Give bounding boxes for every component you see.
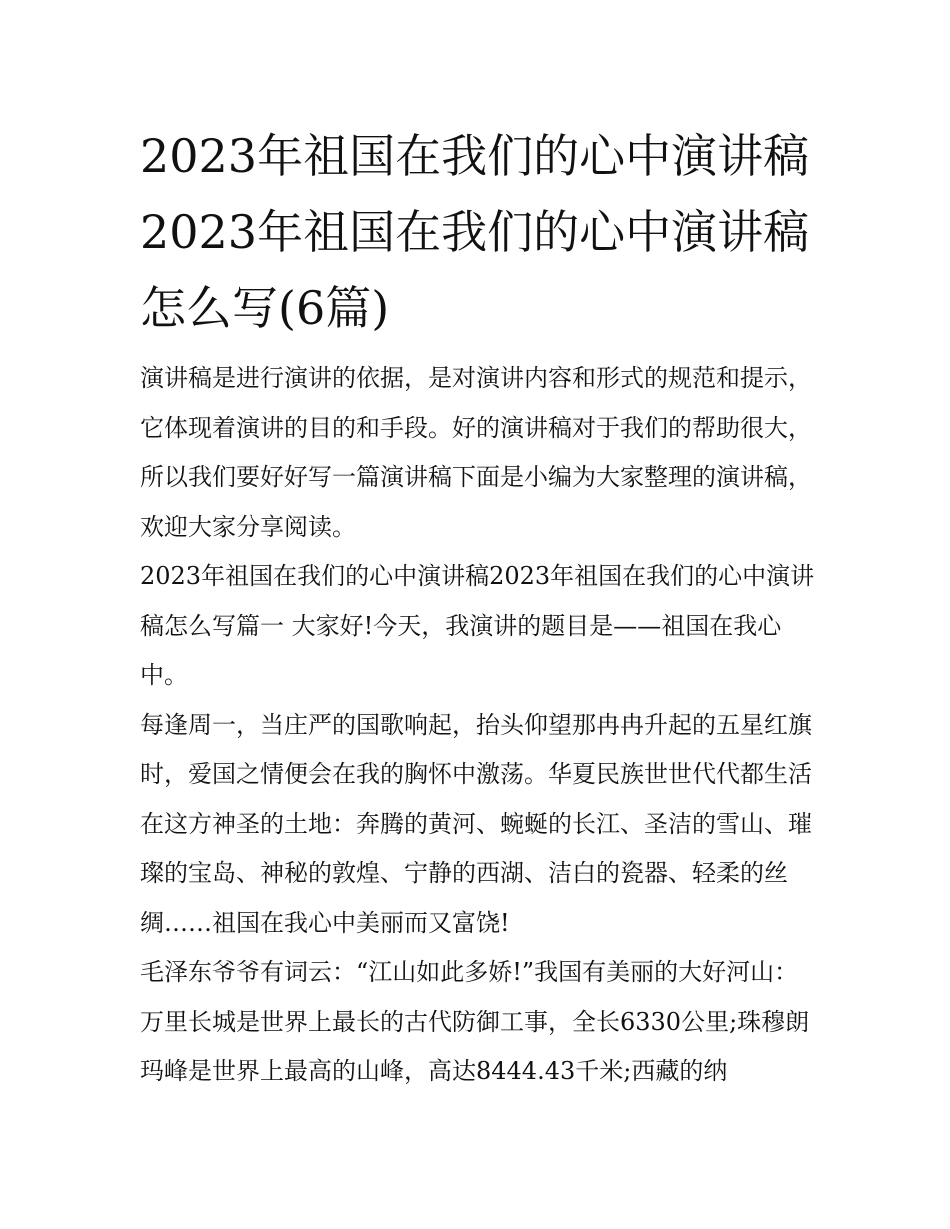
body-paragraph: 毛泽东爷爷有词云：“江山如此多娇!”我国有美丽的大好河山：万里长城是世界上最长的古代防御工事，全长6330公里;珠穆朗玛峰是世界上最高的山峰，高达8444.43千米;西藏的纳 bbox=[140, 958, 810, 1085]
document-title: 2023年祖国在我们的心中演讲稿2023年祖国在我们的心中演讲稿怎么写(6篇) bbox=[140, 129, 810, 335]
intro-paragraph: 演讲稿是进行演讲的依据，是对演讲内容和形式的规范和提示，它体现着演讲的目的和手段。好的演讲稿对于我们的帮助很大，所以我们要好好写一篇演讲稿下面是小编为大家整理的演讲稿，欢迎大家分享阅读。 bbox=[140, 364, 812, 541]
body-paragraph: 每逢周一，当庄严的国歌响起，抬头仰望那冉冉升起的五星红旗时，爱国之情便会在我的胸怀中激荡。华夏民族世世代代都生活在这方神圣的土地：奔腾的黄河、蜿蜒的长江、圣洁的雪山、璀璨的宝岛、神秘的敦煌、宁静的西湖、洁白的瓷器、轻柔的丝绸……祖国在我心中美丽而又富饶! bbox=[140, 710, 812, 937]
body-paragraph: 2023年祖国在我们的心中演讲稿2023年祖国在我们的心中演讲稿怎么写篇一 大家好!今天，我演讲的题目是——祖国在我心中。 bbox=[140, 562, 815, 689]
document-page bbox=[140, 118, 820, 1097]
